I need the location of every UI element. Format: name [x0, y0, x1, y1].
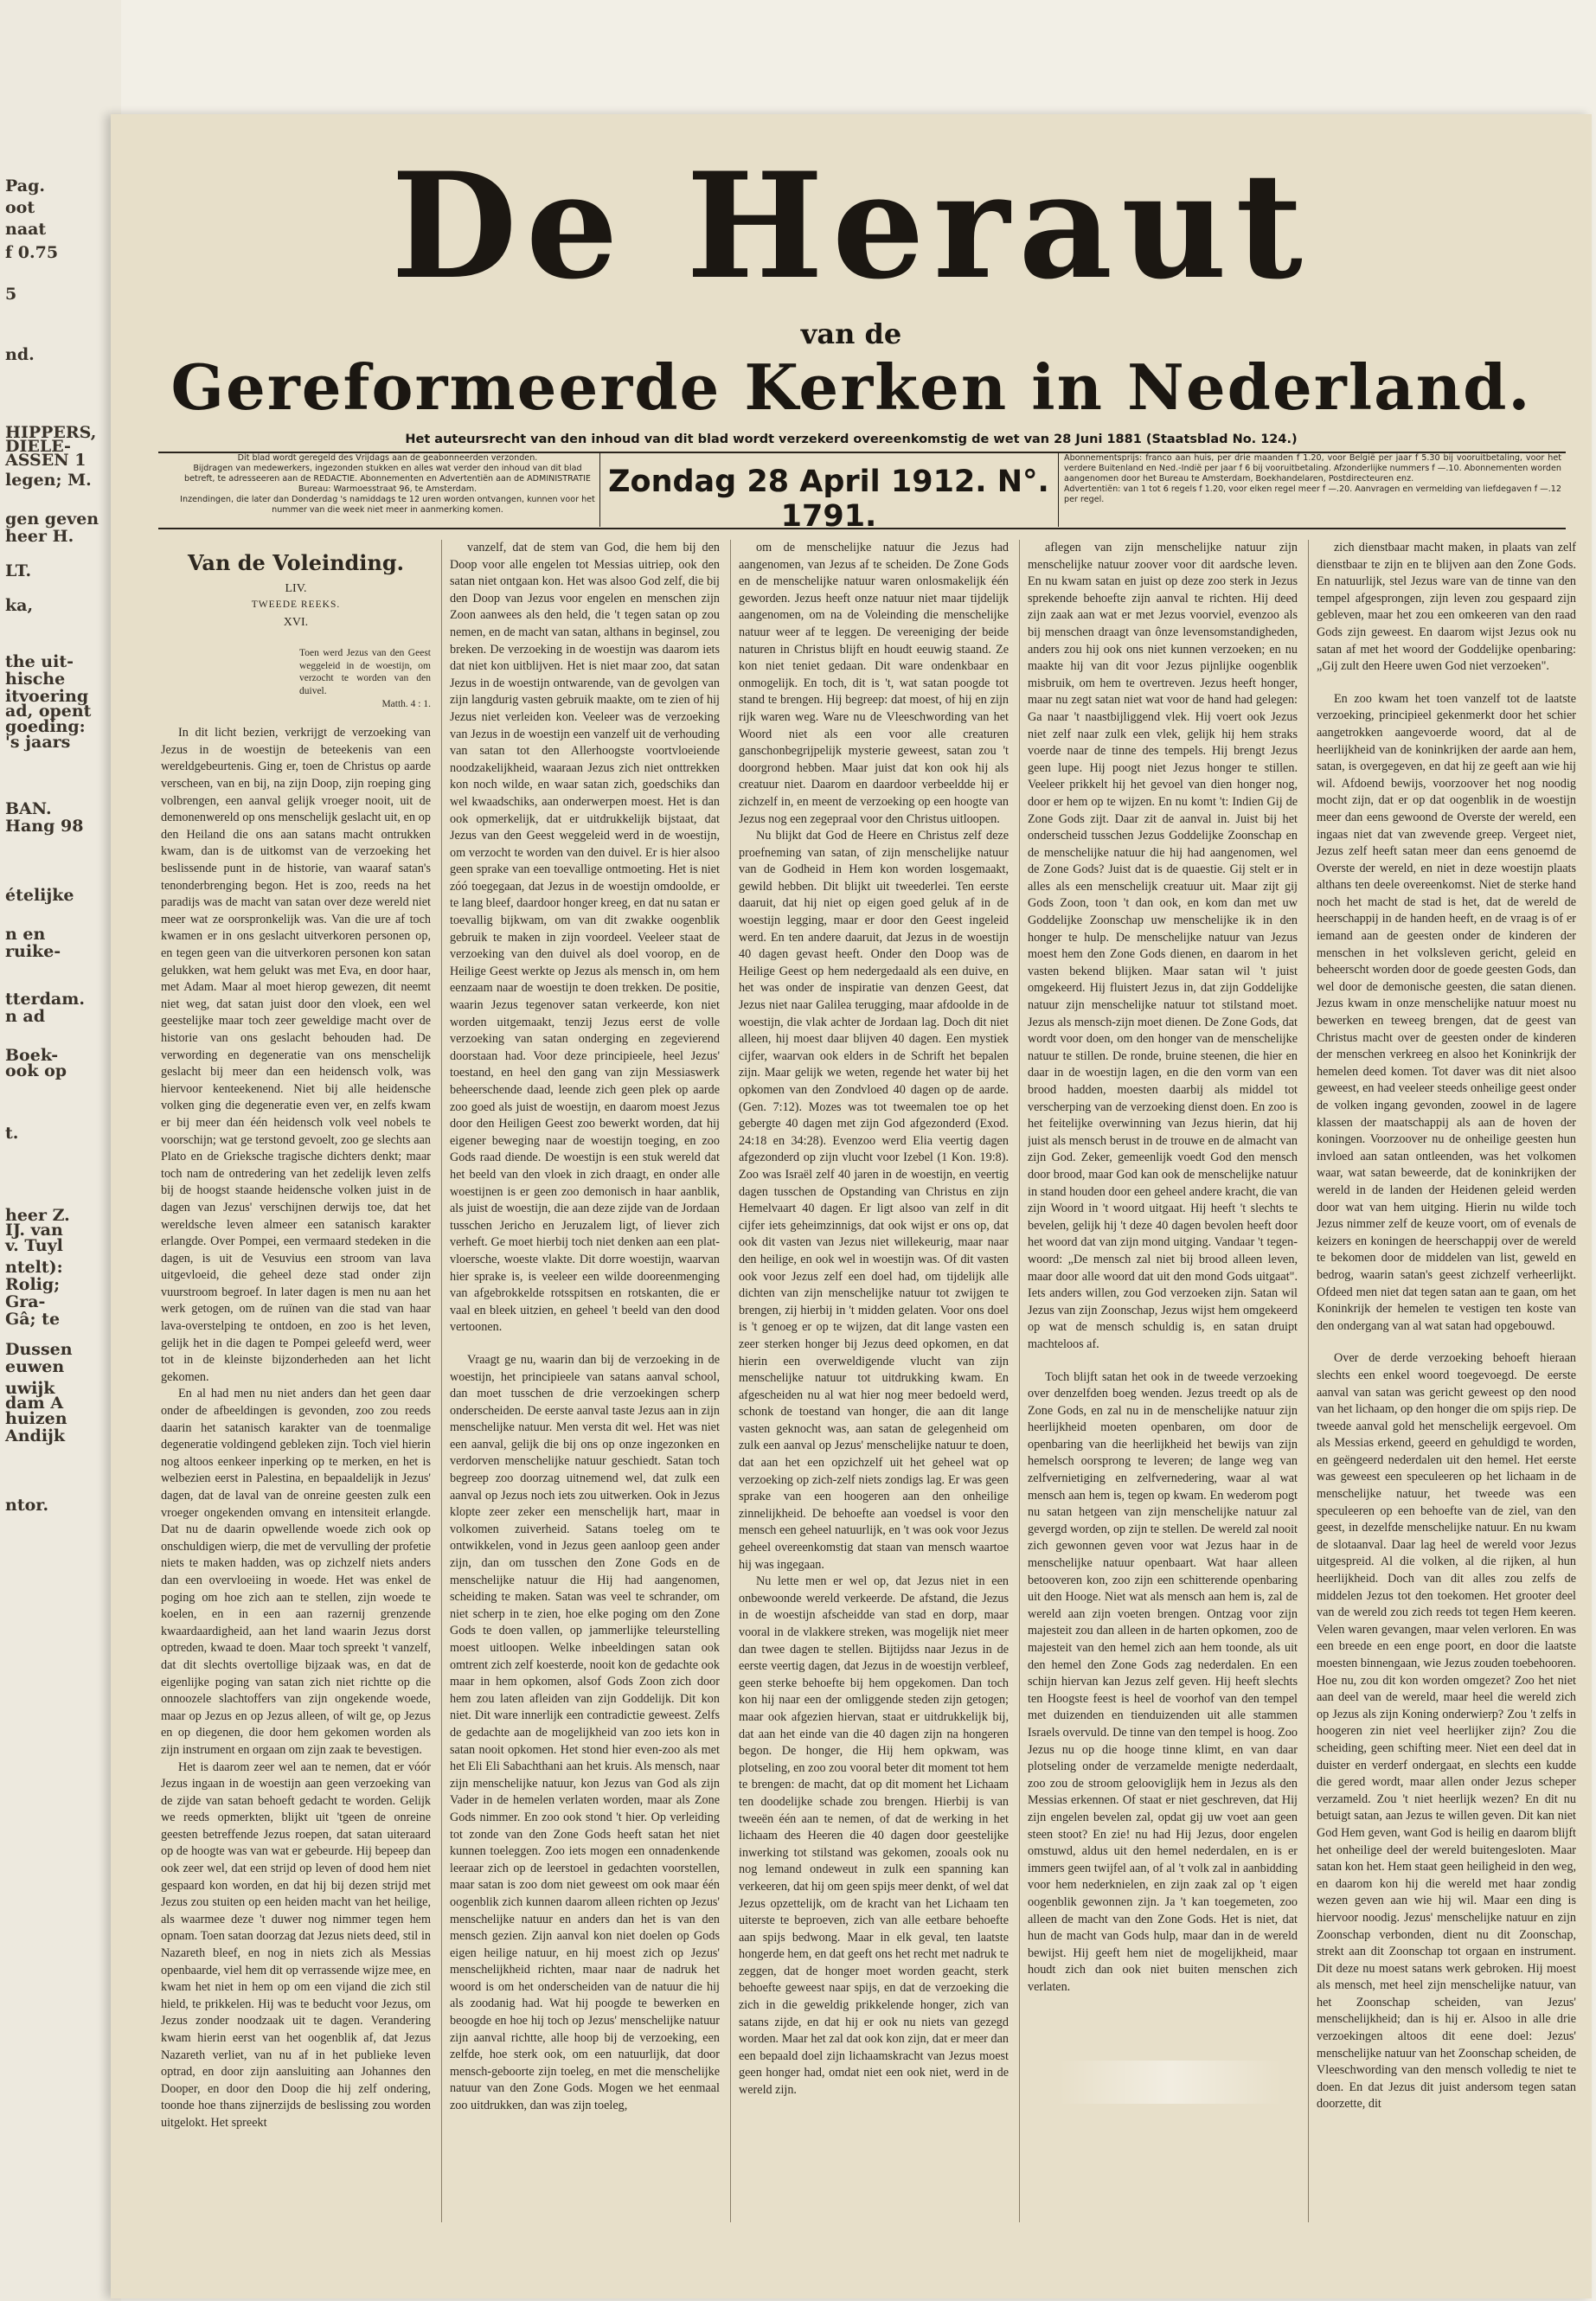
edge-text-fragment: tterdam. [5, 990, 85, 1009]
edge-text-fragment: dam A [5, 1394, 64, 1413]
edge-text-fragment: nd. [5, 345, 35, 364]
masthead-title: De Heraut [391, 140, 1311, 311]
edge-text-fragment: f 0.75 [5, 243, 59, 262]
edge-text-fragment: DIELE- [5, 437, 71, 456]
edge-text-fragment: n ad [5, 1007, 46, 1026]
edge-text-fragment: ook op [5, 1061, 67, 1080]
paragraph-gap [1317, 676, 1576, 691]
header-bottom-rule [158, 528, 1566, 529]
paragraph-gap [1317, 1335, 1576, 1350]
article-heading-block [161, 548, 431, 631]
edge-text-fragment: ntelt): [5, 1258, 63, 1277]
motto-text: Toen werd Jezus van den Geest weggeleid in de woestijn, om verzocht te worden van den duivel. [299, 647, 431, 697]
edge-text-fragment: legen; M. [5, 471, 92, 490]
edge-text-fragment: huizen [5, 1409, 67, 1428]
edge-text-fragment: BAN. [5, 799, 52, 818]
paragraph: Nu lette men er wel op, dat Jezus niet in een onbewoonde wereld verkeerde. De afstand, die Jezus in de woestijn afscheidde van stad en dorp, maar vooral in de vlakkere streken, was mogelijk niet meer dan twee dagen te stellen. Bijtijdss naar Jezus in de eerste veertig dagen, dat Jezus in de woestijn verbleef, geen sterke behoefte bij hem opgekomen. Dan toch kon hij naar een der omliggende steden zijn getogen; maar ook afgezien hiervan, staat er uitdrukkelijk bij, dat aan het einde van die 40 dagen zijn na hongeren begon. De honger, die Hij hem opkwam, was plotseling, en zoo zou vooral beter dit moment tot hem te brengen: de macht, dat op dit moment het Lichaam ten doodelijke schade zou brengen. Hierbij is van tweeën één aan te nemen, of dat de werking in het lichaam des Heeren die 40 dagen door geestelijke inwerking tot stilstand was gekomen, zooals ook nu nog lemand ondeweut in zulk een spanning kan verkeeren, dat hij om geen spijs meer denkt, of wel dat Jezus opzettelijk, om de kracht van het Lichaam ten uiterste te beproeven, zich van alle eetbare behoefte aan spijs bedwong. Maar in elk geval, ten laatste hongerde hem, en dat geeft ons het recht met nadruk te zeggen, dat de honger moet worden geacht, sterk behoefte geweest naar spijs, en dat de verzoeking die zich in die geweldig prikkelende honger, zich van satans zijde, en dat hij er ook nu niets van gezegd worden. Maar het zal dat ook kon zijn, dat er meer dan een bepaald doel zijn lichaamskracht van Jezus moest geen honger had, omdat niet een ook niet, werd in de wereld zijn. [739, 1574, 1009, 2098]
masthead-subtitle: Gereformeerde Kerken in Nederland. [170, 350, 1532, 424]
paragraph-gap [1028, 1354, 1298, 1369]
edge-text-fragment: v. Tuyl [5, 1236, 63, 1255]
edge-text-fragment: Rolig; [5, 1275, 61, 1294]
column-5 [1317, 540, 1576, 2222]
article-number: XVI. [283, 616, 309, 630]
edge-text-fragment: ruike- [5, 942, 61, 961]
header-info-right [1064, 453, 1561, 527]
edge-text-fragment: uwijk [5, 1379, 55, 1398]
paragraph: En zoo kwam het toen vanzelf tot de laatste verzoeking, principieel gekenmerkt door het schier aangetrokken aangevoerde woord, dat al de heerlijkheid van de koninkrijken der aarde aan hem, satan, is overgegeven, en dat hij ze geeft aan wie hij wil. Afdoend bewijs, voorzoover het nog noodig mocht zijn, dat er op dat oogenblik in de woestijn meer dan eens gewoond de Overste der wereld, een ingaas niet dat van zwevende greep. Vergeet niet, Jezus zelf heeft satan meer dan eens genoemd de Overste der wereld, en niet in deze woestijn plaats althans ten deele overeenkomst. Niet de sterke hand noch het macht de stad is het, dat de wereld de heerschappij in de handen heeft, en de vraag is of er iemand aan de geesten onder de kinderen der menschen in het volksleven gericht, geleid en beheerscht worden door de goede geesten Gods, dan wel door de demonische geesten, die satan dienen. Jezus kwam in onze menschelijke natuur moest nu bewerken en teweeg brengen, dat de geest van Christus macht over de geesten onder de kinderen der menschen verkreeg en alsoo het Koninkrijk der hemelen deed komen. Tot daver was dit niet alsoo geweest, en had veeleer steeds onheilige geest onder de volken ingang gevonden, zoowel in de lagere klassen der maatschappij als aan de hoven der koningen. Voorzoover nu de onheilige geesten hun invloed aan satan ontleenden, was het volkomen waar, wat satan beweerde, dat de koninkrijken der wereld in de landen der Heidenen geleid werden door wat van hem uitging. Hierin nu wilde toch Jezus nimmer zelf de keuze voort, om of evenals de keizers en koningen de heerschappij over de wereld te bekomen door de middelen van list, geweld en bedrog, waarin satan's geest zichzelf verheerlijkt. Ofdeed men niet dat tegen satan aan te gaan, om het Koninkrijk der hemelen te vestigen ten koste van den ondergang van al wat satan had opgebouwd. [1317, 691, 1576, 1333]
column-rule [730, 540, 731, 2222]
submission-deadline: Inzendingen, die later dan Donderdag 's namiddags te 12 uren worden ontvangen, kunnen voor het nummer van die week niet meer in aanmerking komen. [180, 494, 595, 515]
edge-text-fragment: n en [5, 925, 46, 944]
edge-text-fragment: naat [5, 220, 47, 239]
column-2 [450, 540, 720, 2222]
edge-text-fragment: heer Z. [5, 1206, 70, 1225]
edge-text-fragment: 5 [5, 285, 17, 304]
column-3 [739, 540, 1009, 2222]
article-part: LIV. [285, 582, 307, 596]
edge-text-fragment: HIPPERS, [5, 423, 97, 442]
column-4-text [1028, 540, 1298, 1996]
header-info-left [180, 453, 595, 527]
paragraph: En al had men nu niet anders dan het geen daar onder de afbeeldingen is gevonden, zoo zou reeds daarin het satanisch karakter van de toenmalige degeneratie voldingend gebleken zijn. Toch viel hierin nog altoos eenkeer inperking op te merken, en het is welbezien eerst in Palestina, en bepaaldelijk in Jezus' dagen, dat de laval van de onreine geesten zulk een vroeger ongekenden omvang en intensiteit erlangde. Dat nu de daarin opwellende woede zich ook op onschuldigen wierp, die met de vervulling der profetie niets te maken hadden, was op zichzelf niets anders dan een overvloeiing in woede. Het was enkel de poging om hoe zich aan te stellen, zijn woede te koelen, en in een aan razernij grenzende kwaardaardigheid, aan het land waarin Jezus dorst optreden, kwaad te doen. Maar toch spreekt 't vanzelf, dat dit slechts overtollige bijzaak was, en dat de eigenlijke poging van satan zich niet richtte op die onnoozele slachtoffers van zijn ongekende woede, maar op Jezus en op Jezus alleen, of wilt ge, op Jezus en op diegenen, die door hem gekomen worden als zijn instrument en orgaan om zijn zaak te bevestigen. [161, 1387, 431, 1757]
article-series: TWEEDE REEKS. [251, 599, 341, 611]
column-3-text [739, 540, 1009, 2099]
edge-text-fragment: gen geven [5, 510, 99, 529]
edge-text-fragment: Boek- [5, 1046, 59, 1065]
motto-reference: Matth. 4 : 1. [381, 699, 431, 710]
paragraph: Vraagt ge nu, waarin dan bij de verzoeking in de woestijn, het principieele van satans aanval school, dan moet tusschen de drie verzoekingen scherp onderscheiden. De eerste aanval taste Jezus aan in zijn menschelijke natuur. Men versta dit wel. Het was niet een aanval, gelijk die bij ons op onze ingezonken en verdorven menschelijke natuur geschiedt. Satan toch begreep zoo doorzag uitnemend wel, dat zulk een aanval op Jezus noch iets zou uitwerken. Ook in Jezus klopte zeer zeker een menschelijk hart, maar in volkomen zuiverheid. Satans toeleg om te ontwikkelen, vond in Jezus geen aanloop geen ander zijn, dan om tusschen den Zone Gods en de menschelijke natuur die Hij had aangenomen, scheiding te maken. Satan was veel te schrander, om niet scherp in te zien, hoe elke poging om den Zone Gods te doen vallen, op jammerlijke teleurstelling moest uitloopen. Welke inbeeldingen satan ook omtrent zich zelf koesterde, nooit kon de gedachte ook maar in hem opkomen, alsof Gods Zoon zich door hem zou laten afleiden van zijn Goddelijk. Dit kon niet. Dit ware innerlijk een contradictie geweest. Zelfs de gedachte aan de mogelijkheid van zoo iets kon in satan nooit opkomen. Het stond hier even-zoo als met het Eli Eli Sabachthani aan het kruis. Als mensch, naar zijn menschelijke natuur, kon Jezus van God als zijn Vader in de hemelen verlaten worden, maar als Zone Gods nimmer. En zoo ook stond 't hier. Op verleiding tot zonde van den Zone Gods heeft satan het niet kunnen toeleggen. Zoo iets mogen een onnadenkende leeraar zich op de leerstoel in gedachten voorstellen, maar satan is zoo dom niet geweest om ook maar één oogenblik zich kunnen daarom alleen richten op Jezus' menschelijke natuur en anders dan het is van den mensch gezien. Zijn aanval kon niet doelen op Gods eigen heilige natuur, en hij moest zich op Jezus' menschelijkheid richten, maar naar de nadruk het woord is om het onderscheiden van de natuur die hij als zoodanig had. Wat hij poogde te bewerken en beoogde en hoe hij toch op Jezus' menschelijke natuur zijn aanval richtte, alle hoop bij de verzoeking, een zelfde, hoe sterk ook, om een natuurlijk, dat door mensch-geboorte zijn toeleg, en met die menschelijke natuur van den Zone Gods. Mogen we het eenmaal zoo uitdrukken, dan was zijn toeleg, [450, 1352, 720, 2113]
copyright-notice: Het auteursrecht van den inhoud van dit blad wordt verzekerd overeenkomstig de wet van 28 Juni 1881 (Staatsblad No. 124.) [405, 433, 1298, 446]
edge-text-fragment: hische [5, 670, 66, 689]
edge-text-fragment: goeding: [5, 717, 86, 736]
paragraph: vanzelf, dat de stem van God, die hem bij den Doop voor alle engelen tot Messias uitriep, ook den satan niet ontgaan kon. Het was alsoo God zelf, die bij den Doop van Jezus voor engelen en menschen zijn Zoon aanwees als den held, die 't tegen satan op zou nemen, en de macht van satan, althans in beginsel, zou breken. De verzoeking in de woestijn was daarom iets dat niet kon uitblijven. Het is niet maar zoo, dat satan Jezus in de woestijn ontwarende, van de gevolgen van zijn langdurig vasten gebruik maakte, om te zien of hij Jezus niet verleiden kon. Veeleer was de verzoeking van Jezus in de woestijn een vanzelf uit de verhouding van satan tot den Allerhoogste voortvloeiende noodzakelijkheid, waaraan Jezus zich niet onttrekken kon noch wilde, en waar satan zich, goedschiks dan wel kwaadschiks, aan onderwerpen moest. Het is dan ook opmerkelijk, dat er uitdrukkelijk bijstaat, dat Jezus van den Geest weggeleid werd in de woestijn, om verzocht te worden van den duivel. Er is hier alsoo geen sprake van een toevallige ontmoeting. Het is niet zóó toegegaan, dat Jezus in de woestijn omdoolde, er te lang bleef, daardoor honger kreeg, en dat nu satan er toevallig bijkwam, om van dit zwakke oogenblik gebruik te maken in zijn voordeel. Veeleer staat de verzoeking van den duivel als doel voorop, en de Heilige Geest werkte op Jezus als mensch in, om hem eenzaam naar de woestijn te doen trekken. De positie, waarin Jezus tegenover satan verkeerde, kon niet worden uitgemaakt, tenzij Jezus eerst de volle verzoeking van satan onderging en zegevierend doorstaan had. Voor deze principieele, heel Jezus' toestand, en heel den gang van zijn Messiaswerk beheerschende daad, leende zich geen plek op aarde zoo goed als juist de woestijn, en daarom moest Jezus door den Heiligen Geest zoo bewerkt worden, dat hij eigener beweging naar de woestijn toeging, en zoo Gods raad diende. De woestijn is een stuk wereld dat het beeld van den vloek in zich draagt, en onder alle woestijnen is er geen zoo demonisch in haar aanblik, als juist de woestijn, die aan deze zijde van de Jordaan tusschen Jericho en Jeruzalem ligt, of liever zich verheft. Ge moet hierbij toch niet denken aan een plat-vloersche, woeste vlakte. Dit dorre woestijn, waarvan hier sprake is, is veeleer een wilde dooreenmenging van afgebrokkelde rotsspitsen en rotskanten, die er vaal en bleek uitzien, en geheel 't beeld van den dood vertoonen. [450, 541, 720, 1335]
edge-text-fragment: ntor. [5, 1496, 49, 1515]
edge-text-fragment: Pag. [5, 176, 45, 195]
paragraph: In dit licht bezien, verkrijgt de verzoeking van Jezus in de woestijn de beteekenis van een wereldgebeurtenis. Ging er, toen de Christus op aarde verscheen, van en bij, na zijn Doop, zijn roeping ging volbrengen, een aanval gelijk vroeger nooit, uit de demonenwereld op ons menschelijk geslacht uit, en op den Heiland die ons aan satans macht ontrukken kwam, dan is de uitkomst van de verzoeking het beslissende punt in de historie, van waaraf satan's tenonderbrenging begon. Het is zoo, reeds na het paradijs was de macht van satan over deze wereld niet meer wat ze oorspronkelijk was. Van die ure af toch kwamen er in ons geslacht uitverkoren personen op, en tegen geen van die uitverkoren personen kon satan gelukken, wat hem gelukt was met Eva, en door haar, met Adam. Maar al moet hierop gewezen, dit neemt niet weg, dat satan juist door den vloek, een wel geestelijke maar toch zeer geweldige macht over de historie van ons geslacht behouden had. De verwording en degeneratie van ons menschelijk geslacht bij meer dan een heidensch volk, was hiervoor kenteekenend. Niet bij alle heidensche volken ging die degeneratie even ver, en zelfs kwam er bij meer dan één heidensch volk veel nobels te voorschijn; wat ge terstond gevoelt, zoo ge slechts aan Plato en de Grieksche tragische dichters denkt; maar toch nam de ontredering van het zedelijk leven zelfs bij de hoogst staande heidensche volken juist in de dagen van Jezus' verschijnen derwijs toe, dat het wereldsche leven almeer een satanisch karakter erlangde. Over Pompei, een vermaard stedeken in die dagen, is uit de Vesuvius een stroom van lava uitgevloeid, die geheel deze stad onder zijn vuurstroom begroef. In later dagen is men nu aan het werk getogen, om de ruïnen van die stad van haar lava-overstelping te ontdoen, en zoo is het leven, gelijk het in die dagen te Pompei geleefd werd, weer tot in de kleinste bijzonderheden aan het licht gekomen. [161, 726, 431, 1384]
column-5-text [1317, 540, 1576, 2113]
header-divider-right [1058, 453, 1059, 527]
article-motto [299, 647, 431, 712]
edge-text-fragment: Gâ; te [5, 1310, 61, 1329]
paragraph: Het is daarom zeer wel aan te nemen, dat er vóór Jezus ingaan in de woestijn aan geen verzoeking van de zijde van satan behoeft gedacht te worden. Gelijk we reeds opmerkten, blijkt uit 'tgeen de onreine geesten betreffende Jezus roepen, dat satan uiteraard op de hoogte was van wat er gebeurde. Hij bepeep dan ook zeer wel, dat een strijd op leven of dood hem niet gespaard kon worden, en dat hij bij dezen strijd met Jezus zou stuiten op een heiden macht van het heilige, als waarmee deze 't duwer nog nimmer tegen hem opnam. Toen satan doorzag dat Jezus niets deed, stil in Nazareth bleef, en nog in niets zich als Messias openbaarde, viel hem dit op verrassende wijze mee, en kwam het niet in hem op om een vijand die zich stil hield, te prikkelen. Hij was te beducht voor Jezus, om Jezus zonder noodzaak uit te dagen. Verandering kwam hierin eerst van het oogenblik af, dat Jezus Nazareth verliet, van nu af in het publieke leven optrad, en door zijn aansluiting aan Johannes den Dooper, en door den Doop die hij zelf ondering, toonde hoe thans zijnerzijds de beslissing zou worden uitgelokt. Het spreekt [161, 1759, 431, 2130]
issue-date-line: Zondag 28 April 1912. N°. 1791. [608, 465, 1049, 534]
edge-text-fragment: heer H. [5, 527, 74, 546]
edge-text-fragment: Hang 98 [5, 817, 84, 836]
delivery-note: Dit blad wordt geregeld des Vrijdags aan de geabonneerden verzonden. [237, 453, 538, 463]
subscription-prices: Abonnementsprijs: franco aan huis, per drie maanden f 1.20, voor België per jaar f 5.30 bij vooruitbetaling, voor het verdere Buitenland en Ned.-Indië per jaar f 6 bij vooruitbetaling. Afzonderlijke nummers f —.10. Abonnementen worden aangenomen door het Bureau te Amsterdam, Boekhandelaren, Postdirecteuren enz. [1064, 453, 1561, 484]
column-1-text [161, 725, 431, 2131]
edge-text-fragment: itvoering [5, 687, 89, 706]
edge-text-fragment: 's jaars [5, 733, 71, 752]
masthead-van-de: van de [800, 317, 902, 350]
header-divider-left [599, 453, 600, 527]
column-1 [161, 540, 431, 2222]
edge-text-fragment: ka, [5, 596, 34, 615]
editorial-address: Bijdragen van medewerkers, ingezonden stukken en alles wat verder den inhoud van dit blad betreft, te adresseeren aan de REDACTIE. Abonnementen en Advertentiën aan de ADMINISTRATIE Bureau: Warmoesstraat 96, te Amsterdam. [184, 463, 591, 494]
edge-text-fragment: ételijke [5, 886, 74, 905]
paragraph: Nu blijkt dat God de Heere en Christus zelf deze proefneming van satan, of zijn menschelijke natuur van de Godheid in Hem kon worden losgemaakt, gewild hebben. Dit blijkt uit tweederlei. Ten eerste daaruit, dat hij niet op eigen goed geluk af in de woestijn legging, maar er door den Geest ingeleid werd. En ten andere daaruit, dat Jezus in de woestijn 40 dagen gevast heeft. Onder den Doop was de Heilige Geest op hem nedergedaald als een duive, en het was onder de inspiratie van denzen Geest, dat Jezus niet naar Galilea terugging, maar afdoolde in de woestijn, die vlak achter de Jordaan lag. Doch dit niet alleen, hij moest daar blijven 40 dagen. Een mystiek cijfer, waarvan ook elders in de Schrift het bepalen zijn. Maar gelijk we weten, regende het water bij het opkomen van den Zondvloed 40 dagen op de aarde. (Gen. 7:12). Mozes was tot tweemalen toe op het gebergte 40 dagen met zijn God afgezonderd (Exod. 24:18 en 34:28). Evenzoo werd Elia veertig dagen afgezonderd op zijn vlucht voor Izebel (1 Kon. 19:8). Zoo was Israël zelf 40 jaren in de woestijn, en veertig dagen tusschen de Opstanding van Christus en zijn Hemelvaart 40 dagen. Er ligt alsoo van zelf in dit cijfer iets geheimzinnigs, dat ook wijst er ons op, dat ook dit vasten van Jezus niet willekeurig, maar naar den heilige, en ook wel in woestijn was. Of dit vasten ook voor Jezus zelf een doel had, om tijdelijk alle dichten van zijn menschelijke natuur tot zwijgen te brengen, zij hierbij in 't midden gelaten. Voor ons doel is 't genoeg er op te wijzen, dat dit lange vasten een zeer sterken honger bij Jezus deed opkomen, en dat hierin een overweldigende vlucht van zijn menschelijke natuur tot uitdrukking kwam. En afgescheiden nu al wat hier nog meer bedoeld werd, schonk de toestand van honger, die aan dit lange vasten geknocht was, aan satan de gelegenheid om zulk een aanval op Jezus' menschelijke natuur te doen, dat aan het een opzichzelf uit het geheel wat op verzoeking op zich-zelf niets zondigs lag. Er was geen sprake van een hoogeren aan den onheilige zinnelijkheid. De behoefte aan voedsel is voor den mensch een geheel natuurlijk, en 't was ook voor Jezus geheel overeenkomstig dat staan van mensch waartoe hij was ingegaan. [739, 829, 1009, 1572]
edge-text-fragment: Dussen [5, 1340, 73, 1359]
edge-text-fragment: LT. [5, 561, 32, 580]
column-2-text [450, 540, 720, 2115]
paragraph-gap [450, 1336, 720, 1352]
edge-text-fragment: euwen [5, 1357, 65, 1376]
paper-fold-highlight [1058, 2061, 1283, 2104]
column-rule [441, 540, 442, 2222]
edge-text-fragment: Andijk [5, 1426, 66, 1445]
paragraph: Toch blijft satan het ook in de tweede verzoeking over denzelfden boeg wenden. Jezus treedt op als de Zone Gods, en zal nu in de menschelijke natuur zijn heerlijkheid moeten openbaren, om door de openbaring van die heerlijkheid het bewijs van zijn hemelsch oorsprong te leveren; de lange weg van zelfvernietiging en zelfvernedering, waar al wat mensch aan hem is, tegen op kwam. En wederom pogt nu satan hetgeen van zijn menschelijke natuur zal gevergd worden, op zijn te stellen. De wereld zal nooit zich gewonnen geven voor wat Jezus haar in de menschelijke natuur openbaart. Wat haar alleen betooveren kon, zoo zijn een schitterende openbaring uit den Hooge. Niet wat als mensch aan hem is, zal de wereld aan zijn voeten brengen. Ontzag voor zijn majesteit zou dan alleen in de harten opkomen, zoo de majesteit van den hemel zich aan hem toonde, als uit den hemel den Zone Gods zag nederdalen. En een schijn hiervan kan Jezus zelf geven. Hij heeft slechts ten Hoogste feest is heel de voorhof van den tempel met duizenden en tienduizenden uit alle stammen Israels overvuld. De tinne van den tempel is hoog. Zoo Jezus nu op die hooge tinne klimt, en van daar plotseling onder de verzamelde menigte nederdaalt, zoo zou de stroom gelooviglijk hem in Jezus als den Messias erkennen. Of staat er niet geschreven, dat Hij zijn engelen bevelen zal, opdat gij uw voet aan geen steen stoot? En zie! nu had Hij Jezus, door engelen omstuwd, aldus uit den hemel nederdalen, en is er immers geen twijfel aan, of al 't volk zal in aanbidding voor hem nederknielen, en zijn zaak zal op 't eigen oogenblik gewonnen zijn. Ja 't kan toegemeten, zoo alleen de macht van den Zone Gods. Het is niet, dat hun de macht van Gods hulp, maar dan in de wereld bewijst. Hij geeft hem niet de mogelijkheid, maar houdt zich dan ook niet buiten menschen zich verlaten. [1028, 1369, 1298, 1994]
column-4 [1028, 540, 1298, 2222]
advertisement-prices: Advertentiën: van 1 tot 6 regels f 1.20, voor elken regel meer f —.20. Aanvragen en vermelding van liefdegaven f —.12 per regel. [1064, 484, 1561, 504]
edge-text-fragment: ad, opent [5, 702, 92, 721]
paragraph: zich dienstbaar macht maken, in plaats van zelf dienstbaar te zijn en te blijven aan den Zone Gods. En natuurlijk, stel Jezus ware van de tinne van den tempel afgesprongen, zijn leven zou gespaard zijn gebleven, maar het zou een omkeeren van den raad Gods zijn geweest. En daarom wijst Jezus ook nu satan af met het woord der Goddelijke openbaring: „Gij zult den Heere uwen God niet verzoeken". [1317, 541, 1576, 674]
edge-text-fragment: ASSEN 1 [5, 451, 87, 470]
newspaper-page [111, 114, 1592, 2298]
edge-text-fragment: t. [5, 1124, 19, 1143]
edge-text-fragment: Gra- [5, 1292, 46, 1311]
column-rule [1019, 540, 1020, 2222]
paragraph: Over de derde verzoeking behoeft hieraan slechts een enkel woord toegevoegd. De eerste aanval van satan was gericht geweest op den nood van het lichaam, op den honger die om spijs riep. De tweede aanval gold het menschelijk eergevoel. Om als Messias erkend, geeerd en gehuldigd te worden, en geëngeerd nederdalen uit den hemel. Het eerste was geweest een speculeeren op het lichaam in de menschelijke natuur, het tweede was een speculeeren op een behoefte van de ziel, van den geest, in dezelfde menschelijke natuur. En nu kwam de slotaanval. Daar lag heel de wereld voor Jezus uitgespreid. Al die volken, al die rijken, al hun heerlijkheid. Doch van dit alles zou zelfs de middelen Jezus tot den toekomen. Het grooter deel van de wereld zou zich reeds tot tegen Hem keeren. Velen waren gevangen, maar velen verloren. En was een breede en een enge poort, en door die laatste moesten binnengaan, wie Jezus zouden toebehooren. Hoe nu, zou dit kon worden omgezet? Zoo het niet aan deel van de wereld, maar heel die wereld zich op Jezus als zijn Koning onderwierp? Zou 't zelfs in hoogeren zin niet veel heerlijker zijn? Zou die scheiding, geen schifting meer. Niet een deel dat in duister en verderf ondergaat, en slechts een kudde die gered wordt, maar allen onder Jezus scheper verzameld. Zou 't niet heerlijk wezen? En dit nu betuigt satan, aan Jezus te willen geven. Dit kan niet God Hem geven, want God is heilig en daarom blijft het onheilige deel der wereld buitengesloten. Maar satan kon het. Hem staat geen heiligheid in den weg, en daarom kon hij die wereld met haar zondig wezen geven aan wie hij wil. Maar een ding is hiervoor noodig. Jezus' menschelijke natuur en zijn Zoonschap verbonden, dient nu dit Zoonschap, strekt aan dit Zoonschap tot orgaan en instrument. Dit deze nu moest satans werk gebroken. Hij moest als mensch, met heel zijn menschelijke natuur, van het Zoonschap scheiden, van Jezus' menschelijkheid; dan is hij er. Alsoo in alle drie verzoekingen altoos dit eene doel: Jezus' menschelijke natuur van het Zoonschap scheiden, de Vleeschwording van den mensch volledig te niet te doen. En dat Jezus dit juist andersom tegen satan doorzette, dit [1317, 1351, 1576, 2112]
paragraph: aflegen van zijn menschelijke natuur zijn menschelijke natuur zoover voor dit aardsche leven. En nu kwam satan en juist op deze zoo sterk in Jezus sprekende behoefte zijn aanval te richten. Hij deed zijn zaak aan wat er met Jezus voorviel, evenzoo als bij menschen draagt van ônze levensomstandigheden, anders zou hij ook ons niet kunnen verzoeken; en nu maakte hij van dit voor Jezus pijnlijke oogenblik misbruik, om hem te overtreven. Jezus heeft honger, maar nu zegt satan niet wat voor de hand had gelegen: Ga naar 't naastbijliggend vlek. Hij voert ook Jezus niet zelf naar zulk een vlek, gelijk hij hem straks voerde naar de tinne des tempels. Hij brengt Jezus geen lupe. Hij poogt niet Jezus honger te stillen. Veeleer prikkelt hij het gevoel van dien honger nog, door er hem op te wijzen. En nu komt 't: Indien Gij de Zone Gods zijt. Daar zit de aanval in. Juist bij het onderscheid tusschen Jezus Goddelijke Zoonschap en de menschelijke natuur die hij had aangenomen, wel de Zone Gods? Juist dat is de quaestie. Gij stelt er in alles als een menschelijk creatuur uit. Maar zijt gij Gods Zoon, toon 't dan ook, en kom dan met uw Goddelijke Zoonschap uw menschelijke ik in den honger te hulp. De menschelijke natuur van Jezus moest hem den Zone Gods dienen, en daarom in het vasten bekend blijken. Maar satan wil 't juist omgekeerd. Hij fluistert Jezus in, dat zijn Goddelijke natuur zijn menschelijke natuur tot stilstand moet. Jezus als mensch-zijn moet dienen. De Zone Gods, dat wordt voor doen, om den honger van de menschelijke natuur te stillen. De ronde, bruine steenen, die hier en daar in de woestijn lagen, en die den vorm van een brood hadden, moesten daarbij als middel tot verscherping van de verzoeking dienst doen. En zoo is het feitelijke overwinning van Jezus hierin, dat hij juist als mensch berust in de trouwe en de almacht van zijn God. Zeker, gemeenlijk voedt God den mensch door brood, maar God kan ook de menschelijke natuur in stand houden door een geheel andere kracht, die van zijn Woord in 't woord uitgaat. Hij heeft 't slechts te bevelen, gelijk hij 't deze 40 dagen bevolen heeft door het woord dat van zijn mond uitging. Vandaar 't tegen-woord: „De mensch zal niet bij brood alleen leven, maar door alle woord dat uit den mond Gods uitgaat". Iets anders willen, zou God verzoeken zijn. Satan wil Jezus van zijn Zoonschap, Jezus wijst hem omgekeerd op wat de mensch schuldig is, en satan druipt machteloos af. [1028, 541, 1298, 1351]
edge-text-fragment: IJ. van [5, 1221, 63, 1240]
paragraph: om de menschelijke natuur die Jezus had aangenomen, van Jezus af te scheiden. De Zone Gods en de menschelijke natuur waren onlosmakelijk één geworden. Jezus heeft onze natuur niet maar tijdelijk aangenomen, om na de Voleinding die menschelijke natuur weer af te leggen. De vereeniging der beide naturen in Christus blijft en houdt eeuwig staand. Ze kon niet teniet gedaan. Dit ware ondenkbaar en onmogelijk. En toch, dit is 't, wat satan poogde tot stand te brengen. Hij begreep: dat moest, of hij en zijn rijk waren weg. Ware nu de Vleeschwording van het Woord niet als een voor alle creaturen ganschonbegrijpelijk mysterie geweest, satan zou 't doorgrond hebben. Maar juist dat kon ook hij als creatuur niet. Daarom en daardoor verbeeldde hij er zichzelf in, en meent de verzoeking op een hoogte van Jezus nog een zegepraal voor den Christus uitloopen. [739, 541, 1009, 826]
article-title: Van de Voleinding. [187, 550, 405, 575]
edge-text-fragment: the uit- [5, 652, 74, 671]
edge-text-fragment: oot [5, 198, 35, 217]
column-rule [1308, 540, 1309, 2222]
adjacent-page-edge [0, 0, 121, 2301]
